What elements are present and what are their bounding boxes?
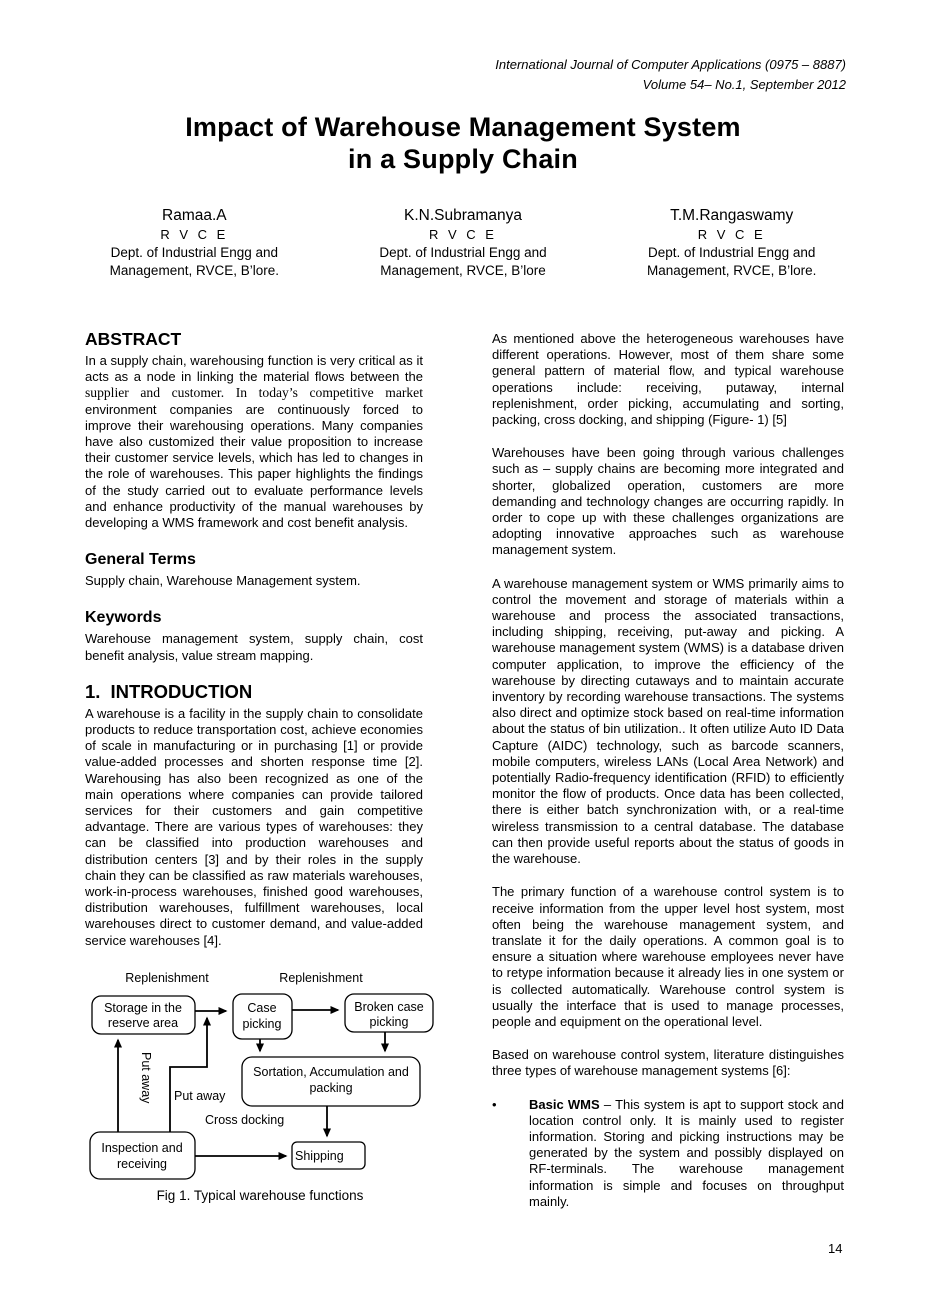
- general-terms-text: Supply chain, Warehouse Management system.: [85, 573, 361, 589]
- paragraph-wms-definition: A warehouse management system or WMS primarily aims to control the movement and storage of materials within a warehouse and process the associated transactions, including shipping, receiving, put-away and picking. A warehouse management system (WMS) is a database driven computer application, to improve the efficiency of the warehouse by directing cutaways and to maintain accurate inventory by recording warehouse transactions. The systems also direct and optimize stock based on real-time information about the status of bin utilization.. It often utilize Auto ID Data Capture (AIDC) technology, such as barcode scanners, mobile computers, wireless LANs (Local Area Network) and potentially Radio-frequency identification (RFID) to efficiently monitor the flow of products. Once data has been collected, there is either batch synchronization with, or a real-time wireless transmission to a central database. The database can then provide useful reports about the status of goods in the warehouse.: [492, 575, 844, 867]
- label-cross-docking: Cross docking: [205, 1112, 285, 1127]
- section-number: 1.: [85, 680, 101, 702]
- node-case-picking-label-line1: Case: [247, 1000, 277, 1015]
- author-institution: R V C E: [160, 227, 229, 242]
- node-inspection-box: [90, 1132, 195, 1179]
- author-affiliation-line2: Management, RVCE, B’lore.: [109, 263, 279, 278]
- introduction-paragraph: A warehouse is a facility in the supply chain to consolidate products to reduce transportation cost, achieve economies of scale in manufacturing or in purchasing [1] or provide value-added processes and shorten response time [2]. Warehousing has also been recognized as one of the main operations where companies can provide tailored services for their customers and gain competitive advantage. There are various types of warehouses: they can be classified into production warehouses and distribution centers [3] and by their roles in the supply chain they can be classified as raw materials warehouses, work-in-process warehouses, finished good warehouses, distribution warehouses, fulfillment warehouses, local warehouses direct to customer demand, and value-added service warehouses [4].: [85, 705, 423, 948]
- journal-header-line1: International Journal of Computer Applications (0975 – 8887): [495, 57, 846, 72]
- label-put-away: Put away: [174, 1088, 226, 1103]
- node-storage-label-line2: reserve area: [107, 1015, 179, 1030]
- author-block-3: [597, 206, 866, 280]
- keywords-text: Warehouse management system, supply chain, cost benefit analysis, value stream mapping.: [85, 631, 423, 663]
- paper-title-line1: Impact of Warehouse Management System: [185, 112, 741, 142]
- author-institution: R V C E: [697, 227, 766, 242]
- author-block-1: [60, 206, 329, 280]
- figure-1: [85, 966, 423, 1203]
- bullet-description: – This system is apt to support stock and location control only. It is mainly used to register information. Storing and picking instructions may be generated by the system and possibly displayed on RF-terminals. The warehouse management information is simple and focuses on throughput mainly.: [529, 1096, 844, 1209]
- paper-title: [0, 111, 926, 175]
- node-broken-case-label-line1: Broken case: [354, 999, 424, 1014]
- node-inspection-label-line2: receiving: [116, 1156, 168, 1171]
- bullet-marker: •: [492, 1096, 497, 1112]
- author-block-2: [329, 206, 598, 280]
- node-inspection-label-line1: Inspection and: [101, 1140, 183, 1155]
- general-terms-heading: General Terms: [85, 551, 196, 569]
- node-case-picking-label-line2: picking: [242, 1016, 282, 1031]
- author-affiliation-line2: Management, RVCE, B’lore.: [647, 263, 817, 278]
- arrow-putaway-elbow: [170, 1018, 207, 1132]
- author-name: K.N.Subramanya: [403, 207, 523, 224]
- abstract-text-end: environment companies are continuously forced to improve their warehousing operations. Many companies have also customized their value proposition to increase their customer service levels, which has led to changes in the role of warehouses. This paper highlights the findings of the study carried out to evaluate performance levels and enhance productivity of the manual warehouses by developing a WMS framework and cost benefit analysis.: [85, 401, 423, 531]
- figure-caption: Fig 1. Typical warehouse functions: [156, 1187, 364, 1203]
- paper-title-line2: in a Supply Chain: [348, 144, 578, 174]
- paragraph-warehouse-control-system: The primary function of a warehouse control system is to receive information from the upper level host system, most often being the warehouse management system, and translate it for the daily operations. A common goal is to ensure a situation where warehouse employees never have to retype information because it already lies in one system or is collected automatically. Warehouse control system is usually the interface that is used to manage processes, people and equipment on the operational level.: [492, 884, 844, 1029]
- node-storage-label-line1: Storage in the: [104, 1000, 182, 1015]
- section-title: INTRODUCTION: [110, 680, 253, 702]
- author-affiliation-line1: Dept. of Industrial Engg and: [648, 245, 816, 260]
- author-name: Ramaa.A: [162, 207, 227, 224]
- warehouse-functions-diagram: [85, 966, 435, 1181]
- paragraph-operations: As mentioned above the heterogeneous warehouses have different operations. However, most of them share some general pattern of material flow, and typical warehouse operations include: receiving, putaway, internal replenishment, order picking, accumulating and sorting, packing, cross docking, and shipping (Figure- 1) [5]: [492, 331, 844, 428]
- journal-header: [495, 55, 846, 95]
- abstract-text-serif: supplier and customer. In today’s competitive market: [85, 385, 423, 401]
- label-replenishment-left: Replenishment: [125, 970, 209, 985]
- node-sortation-label-line2: packing: [309, 1080, 353, 1095]
- author-institution: R V C E: [429, 227, 497, 242]
- author-affiliation-line1: Dept. of Industrial Engg and: [379, 245, 547, 260]
- left-column: [85, 330, 423, 1203]
- journal-header-line2: Volume 54– No.1, September 2012: [642, 77, 846, 92]
- abstract-paragraph: [85, 353, 423, 531]
- authors-row: [60, 206, 866, 280]
- bullet-term: Basic WMS: [529, 1096, 600, 1112]
- introduction-heading: [85, 681, 423, 702]
- node-broken-case-label-line2: picking: [369, 1014, 409, 1029]
- label-put-away-vertical: Put away: [139, 1051, 153, 1104]
- right-column: [492, 331, 844, 1210]
- abstract-heading: ABSTRACT: [85, 329, 182, 349]
- keywords-heading: Keywords: [85, 609, 162, 627]
- node-shipping-label: Shipping: [295, 1148, 344, 1163]
- bullet-item-basic-wms: [492, 1097, 844, 1210]
- paragraph-challenges: Warehouses have been going through various challenges such as – supply chains are becoming more integrated and shorter, globalized operation, customers are more demanding and technology changes are occurring rapidly. In order to cope up with these challenges organizations are adopting innovative approaches such as warehouse management system.: [492, 445, 844, 558]
- author-affiliation-line1: Dept. of Industrial Engg and: [110, 245, 279, 260]
- bullet-text: [529, 1097, 844, 1210]
- node-sortation-label-line1: Sortation, Accumulation and: [253, 1064, 409, 1079]
- label-replenishment-right: Replenishment: [279, 970, 363, 985]
- paragraph-three-types: Based on warehouse control system, literature distinguishes three types of warehouse management systems [6]:: [492, 1047, 844, 1079]
- abstract-text-start: In a supply chain, warehousing function is very critical as it acts as a node in linking the material flows between the: [85, 353, 423, 385]
- author-affiliation-line2: Management, RVCE, B’lore: [380, 263, 546, 278]
- author-name: T.M.Rangaswamy: [670, 207, 794, 224]
- page-number: 14: [828, 1241, 843, 1256]
